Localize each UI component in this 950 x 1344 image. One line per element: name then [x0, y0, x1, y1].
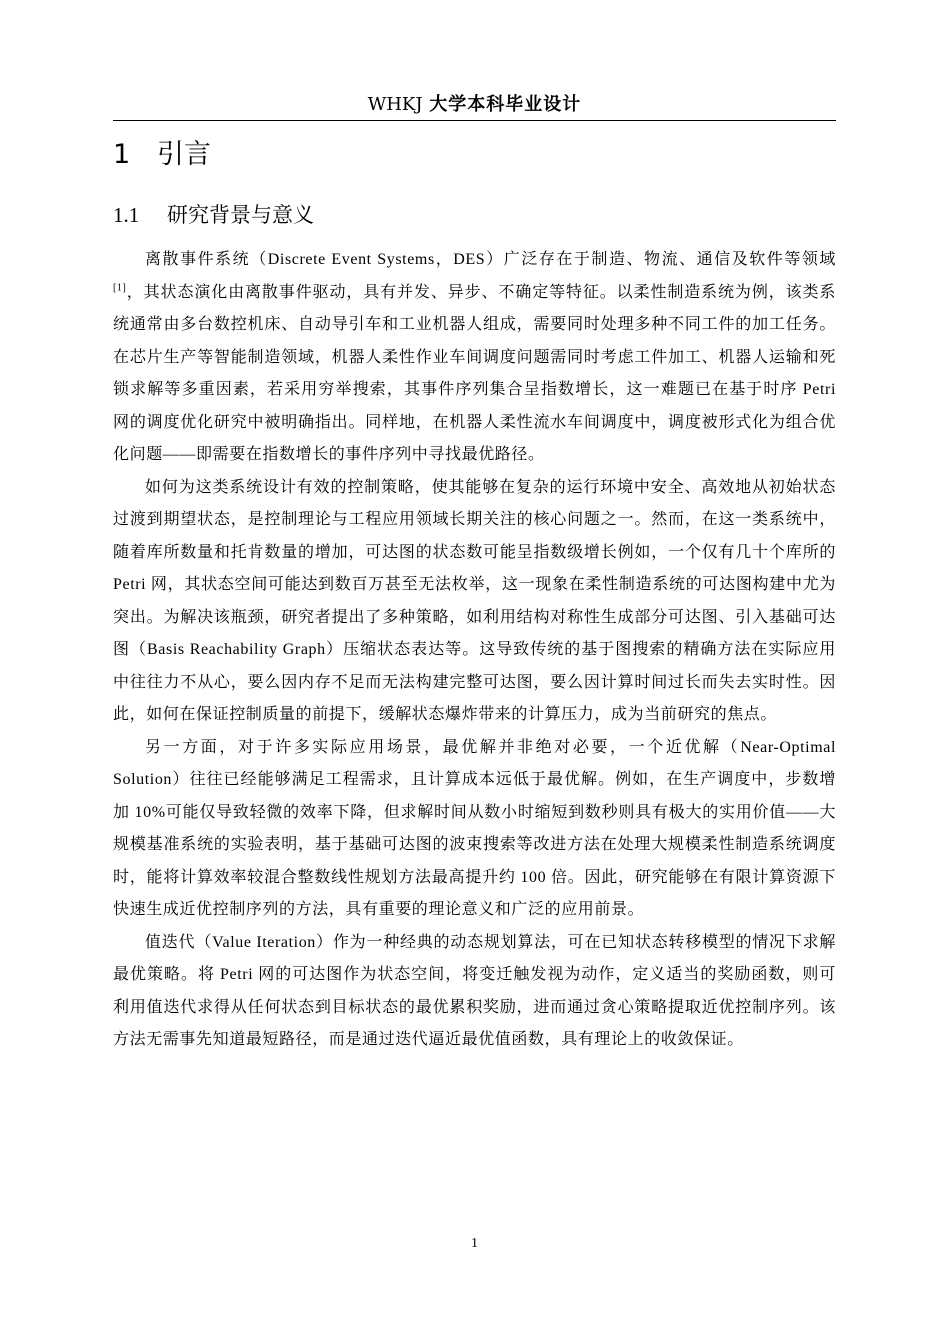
citation-marker: [1] — [113, 282, 127, 294]
header-latin: WHKJ — [367, 94, 423, 115]
chapter-title: 引言 — [157, 139, 211, 170]
paragraph-1-text-b: ，其状态演化由离散事件驱动，具有并发、异步、不确定等特征。以柔性制造系统为例，该类系统通常由多台数控机床、自动导引车和工业机器人组成，需要同时处理多种不同工件的加工任务。在芯片生产等智能制造领域，机器人柔性作业车间调度问题需同时考虑工件加工、机器人运输和死锁求解等多重因素，若采用穷举搜索，其事件序列集合呈指数增长，这一难题已在基于时序 Petri 网的调度优化研究中被明确指出。同样地，在机器人柔性流水车间调度中，调度被形式化为组合优化问题——即需要在指数增长的事件序列中寻找最优路径。 — [113, 283, 836, 463]
paragraph-1-text-a: 离散事件系统（Discrete Event Systems，DES）广泛存在于制造、物流、通信及软件等领域 — [145, 251, 836, 268]
paragraph-2: 如何为这类系统设计有效的控制策略，使其能够在复杂的运行环境中安全、高效地从初始状态过渡到期望状态，是控制理论与工程应用领域长期关注的核心问题之一。然而，在这一类系统中，随着库所数量和托肯数量的增加，可达图的状态数可能呈指数级增长例如，一个仅有几十个库所的 Petri 网，其状态空间可能达到数百万甚至无法枚举，这一现象在柔性制造系统的可达图构建中尤为突出。为解决该瓶颈，研究者提出了多种策略，如利用结构对称性生成部分可达图、引入基础可达图（Basis Reachability Graph）压缩状态表达等。这导致传统的基于图搜索的精确方法在实际应用中往往力不从心，要么因内存不足而无法构建完整可达图，要么因计算时间过长而失去实时性。因此，如何在保证控制质量的前提下，缓解状态爆炸带来的计算压力，成为当前研究的焦点。 — [113, 478, 836, 723]
section-number: 1.1 — [113, 203, 140, 227]
header-rule — [113, 120, 836, 121]
running-header — [113, 92, 836, 118]
paragraph-1 — [113, 244, 836, 472]
body-text — [113, 244, 836, 1057]
header-title: 大学本科毕业设计 — [429, 94, 582, 115]
paragraph-4: 值迭代（Value Iteration）作为一种经典的动态规划算法，可在已知状态转移模型的情况下求解最优策略。将 Petri 网的可达图作为状态空间，将变迁触发视为动作，定义适当的奖励函数，则可利用值迭代求得从任何状态到目标状态的最优累积奖励，进而通过贪心策略提取近优控制序列。该方法无需事先知道最短路径，而是通过迭代逼近最优值函数，具有理论上的收敛保证。 — [113, 933, 836, 1048]
chapter-number: 1 — [113, 139, 131, 170]
paragraph-3: 另一方面，对于许多实际应用场景，最优解并非绝对必要，一个近优解（Near-Optimal Solution）往往已经能够满足工程需求，且计算成本远低于最优解。例如，在生产调度中，步数增加 10%可能仅导致轻微的效率下降，但求解时间从数小时缩短到数秒则具有极大的实用价值——大规模基准系统的实验表明，基于基础可达图的波束搜索等改进方法在处理大规模柔性制造系统调度时，能将计算效率较混合整数线性规划方法最高提升约 100 倍。因此，研究能够在有限计算资源下快速生成近优控制序列的方法，具有重要的理论意义和广泛的应用前景。 — [113, 738, 836, 918]
section-title: 研究背景与意义 — [167, 203, 314, 227]
section-heading — [113, 200, 314, 230]
chapter-heading — [113, 136, 211, 174]
page-number: 1 — [471, 1236, 478, 1251]
